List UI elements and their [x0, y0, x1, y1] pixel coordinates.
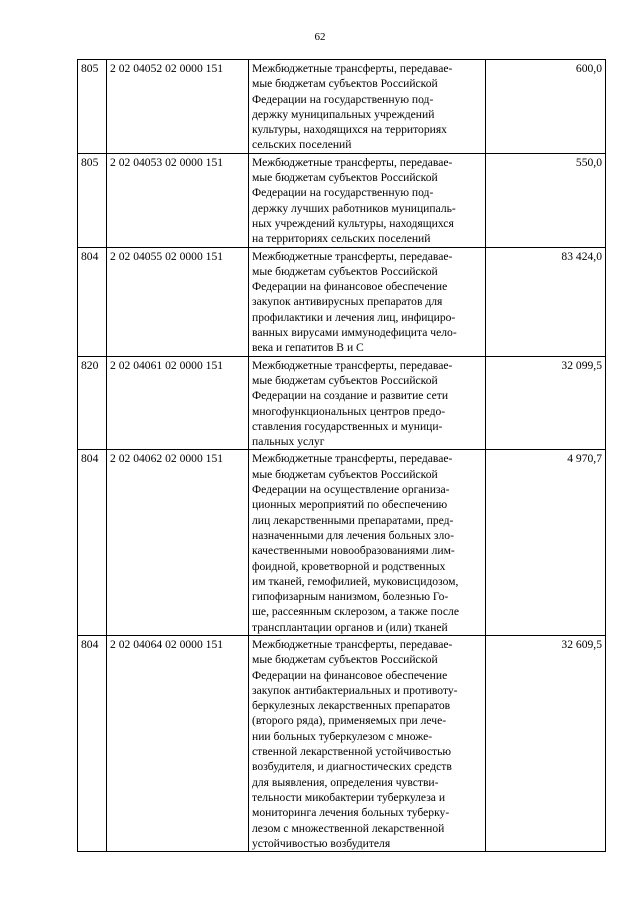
admin-code-cell: 804 — [78, 450, 107, 636]
description-cell: Межбюджетные трансферты, передавае- мые бюджетам субъектов Российской Федерации на создание и развитие сети многофункциональных центров предо- ставления государственных и муници- пальных услуг — [249, 356, 486, 450]
table-row — [78, 635, 606, 851]
budget-table — [77, 59, 606, 852]
amount-cell: 32 609,5 — [486, 635, 606, 851]
budget-code-cell: 2 02 04061 02 0000 151 — [107, 356, 249, 450]
budget-code-cell: 2 02 04055 02 0000 151 — [107, 247, 249, 356]
budget-code-cell: 2 02 04052 02 0000 151 — [107, 60, 249, 154]
amount-cell: 600,0 — [486, 60, 606, 154]
table-row — [78, 450, 606, 636]
amount-cell: 83 424,0 — [486, 247, 606, 356]
description-cell: Межбюджетные трансферты, передавае- мые бюджетам субъектов Российской Федерации на финансовое обеспечение закупок антивирусных препаратов для профилактики и лечения лиц, инфициро- ванных вирусами иммунодефицита чело- века и гепатитов В и С — [249, 247, 486, 356]
admin-code-cell: 820 — [78, 356, 107, 450]
description-cell: Межбюджетные трансферты, передавае- мые бюджетам субъектов Российской Федерации на государственную под- держку муниципальных учреждений культуры, находящихся на территориях сельских поселений — [249, 60, 486, 154]
amount-cell: 4 970,7 — [486, 450, 606, 636]
budget-code-cell: 2 02 04062 02 0000 151 — [107, 450, 249, 636]
amount-cell: 32 099,5 — [486, 356, 606, 450]
admin-code-cell: 805 — [78, 60, 107, 154]
admin-code-cell: 804 — [78, 635, 107, 851]
budget-code-cell: 2 02 04053 02 0000 151 — [107, 153, 249, 247]
description-cell: Межбюджетные трансферты, передавае- мые бюджетам субъектов Российской Федерации на финансовое обеспечение закупок антибактериальных и противоту- беркулезных лекарственных препаратов (второго ряда), применяемых при лече- нии больных туберкулезом с множе- ственной лекарственной устойчивостью возбудителя, и диагностических средств для выявления, определения чувстви- тельности микобактерии туберкулеза и мониторинга лечения больных туберку- лезом с множественной лекарственной устойчивостью возбудителя — [249, 635, 486, 851]
admin-code-cell: 804 — [78, 247, 107, 356]
table-row — [78, 356, 606, 450]
description-cell: Межбюджетные трансферты, передавае- мые бюджетам субъектов Российской Федерации на осуществление организа- ционных мероприятий по обеспечению лиц лекарственными препаратами, пред- назначенными для лечения больных зло- качественными новообразованиями лим- фоидной, кроветворной и родственных им тканей, гемофилией, муковисцидозом, гипофизарным нанизмом, болезнью Го- ше, рассеянным склерозом, а также после трансплантации органов и (или) тканей — [249, 450, 486, 636]
amount-cell: 550,0 — [486, 153, 606, 247]
description-cell: Межбюджетные трансферты, передавае- мые бюджетам субъектов Российской Федерации на государственную под- держку лучших работников муниципаль- ных учреждений культуры, находящихся на территориях сельских поселений — [249, 153, 486, 247]
admin-code-cell: 805 — [78, 153, 107, 247]
table-row — [78, 153, 606, 247]
budget-code-cell: 2 02 04064 02 0000 151 — [107, 635, 249, 851]
page-number: 62 — [314, 31, 326, 43]
table-row — [78, 247, 606, 356]
table-row — [78, 60, 606, 154]
